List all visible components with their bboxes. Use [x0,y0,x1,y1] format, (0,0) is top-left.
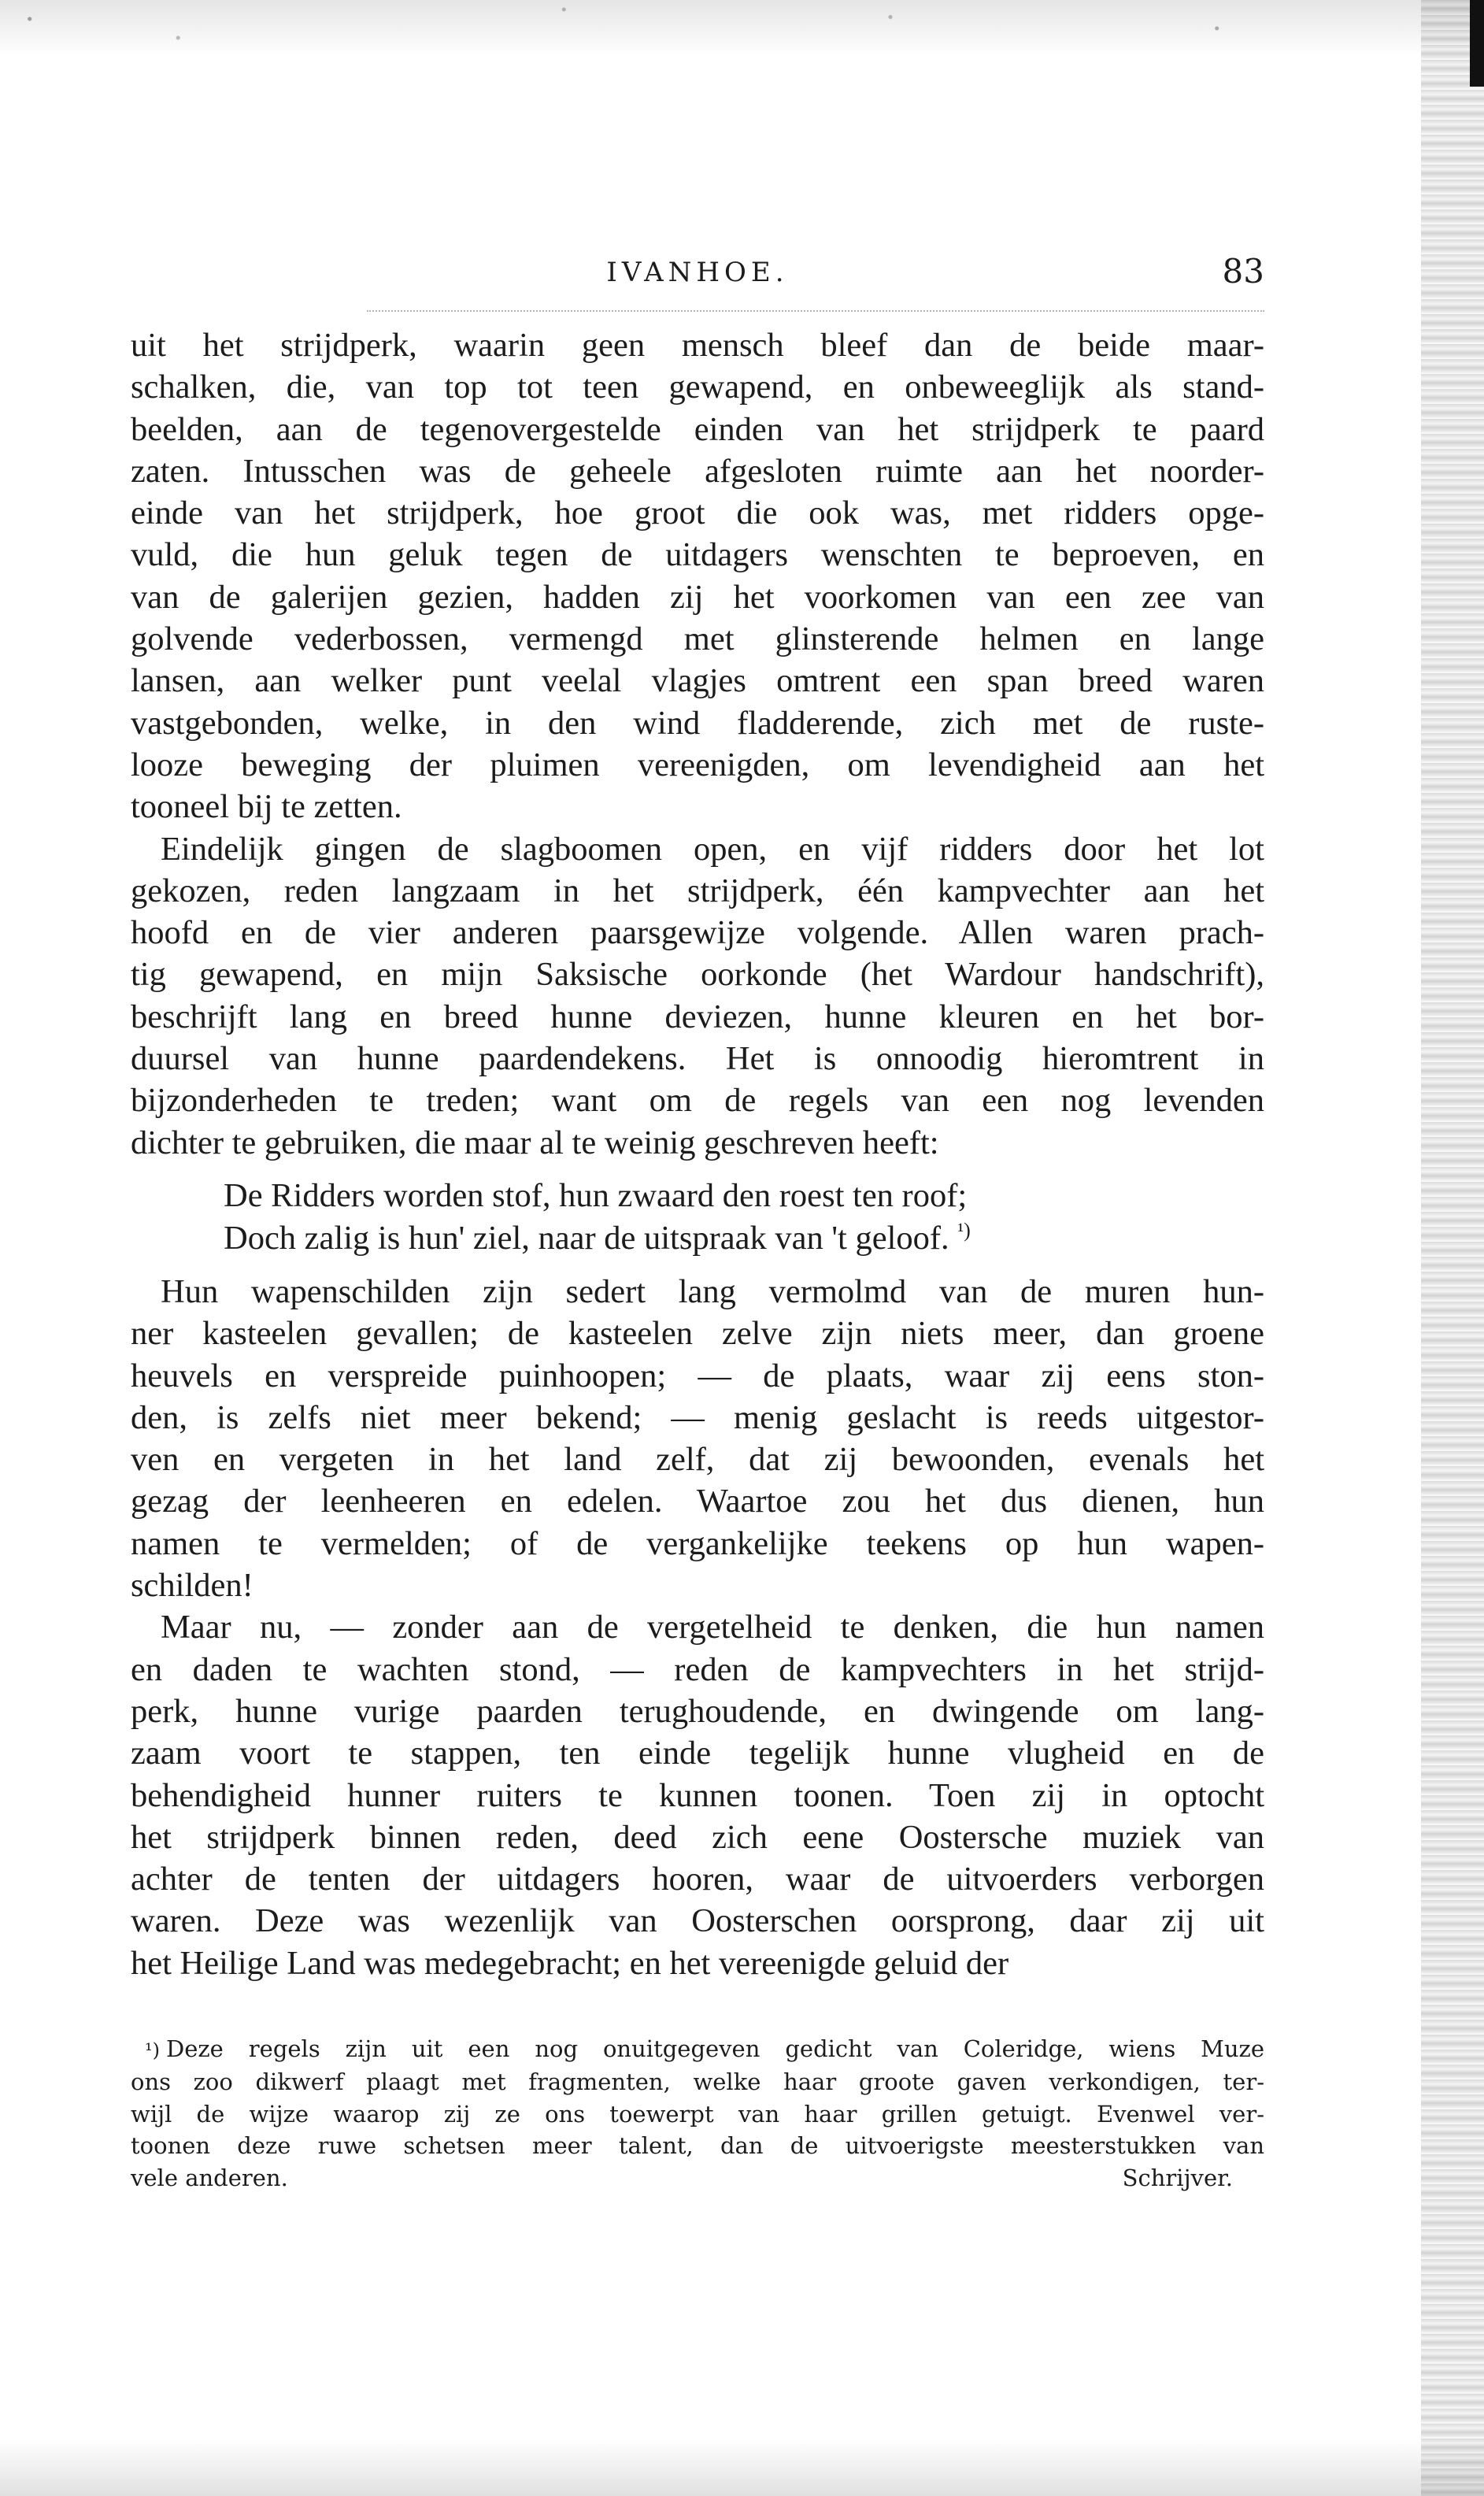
page-number: 83 [1222,252,1264,291]
paragraphs-before-poem [131,324,1264,1164]
text-line: het Heilige Land was medegebracht; en het vereenigde geluid der [131,1944,1009,1982]
body-text-continued [131,1271,1264,1984]
scan-edge-top [0,0,1484,94]
text-line: bijzonderheden te treden; want om de regels van een nog levenden [131,1082,1264,1120]
poem-line-text: Doch zalig is hun' ziel, naar de uitspraak van 't geloof. [224,1219,949,1257]
text-line: schilden! [131,1567,254,1605]
text-line: van de galerijen gezien, hadden zij het voorkomen van een zee van [131,578,1264,616]
text-line: gezag der leenheeren en edelen. Waartoe zou het dus dienen, hun [131,1483,1264,1520]
footnote-line [131,2033,1264,2067]
footnote-line: ons zoo dikwerf plaagt met fragmenten, welke haar groote gaven verkondigen, ter- [131,2068,1264,2096]
paragraph [131,1606,1264,1984]
footnote-line: wijl de wijze waarop zij ze ons toewerpt van haar grillen getuigt. Evenwel ver- [131,2100,1264,2128]
text-line: waren. Deze was wezenlijk van Oosterschen oorsprong, daar zij uit [131,1902,1264,1940]
text-line: achter de tenten der uitdagers hooren, waar de uitvoerders verborgen [131,1861,1264,1898]
header-rule [367,310,1264,312]
running-head [131,250,1264,306]
text-line: vuld, die hun geluk tegen de uitdagers wenschten te beproeven, en [131,536,1264,574]
paragraphs-after-poem [131,1271,1264,1984]
scan-edge-corner [1470,0,1484,87]
text-line: duursel van hunne paardendekens. Het is onnoodig hieromtrent in [131,1040,1264,1078]
text-line: Maar nu, — zonder aan de vergetelheid te denken, die hun namen [161,1609,1264,1646]
paragraph [131,828,1264,1164]
text-line: einde van het strijdperk, hoe groot die ook was, met ridders opge- [131,494,1264,532]
poem-line [224,1175,1264,1217]
paragraph [131,324,1264,828]
text-line: lansen, aan welker punt veelal vlagjes omtrent een span breed waren [131,662,1264,700]
text-line: behendigheid hunner ruiters te kunnen toonen. Toen zij in optocht [131,1776,1264,1814]
text-line: het strijdperk binnen reden, deed zich eene Oostersche muziek van [131,1818,1264,1856]
text-line: ner kasteelen gevallen; de kasteelen zelve zijn niets meer, dan groene [131,1315,1264,1353]
text-line: schalken, die, van top tot teen gewapend, en onbeweeglijk als stand- [131,368,1264,406]
text-line: Hun wapenschilden zijn sedert lang vermolmd van de muren hun- [161,1272,1264,1310]
footnote-line: vele anderen. [131,2164,288,2191]
text-line: golvende vederbossen, vermengd met glinsterende helmen en lange [131,620,1264,658]
scan-edge-right [1421,0,1484,2496]
text-line: ven en vergeten in het land zelf, dat zij bewoonden, evenals het [131,1441,1264,1479]
poem-line [224,1217,1264,1260]
text-line: beschrijft lang en breed hunne deviezen, hunne kleuren en het bor- [131,998,1264,1035]
text-line: gekozen, reden langzaam in het strijdperk, één kampvechter aan het [131,872,1264,909]
text-line: beelden, aan de tegenovergestelde einden van het strijdperk te paard [131,410,1264,448]
text-line: tooneel bij te zetten. [131,788,402,826]
footnote-reference: ¹) [957,1218,971,1242]
paragraph [131,1271,1264,1606]
scan-edge-bottom [0,2425,1484,2496]
poem-line-text: De Ridders worden stof, hun zwaard den roest ten roof; [224,1176,968,1214]
footnote-line: toonen deze ruwe schetsen meer talent, dan de uitvoerigste meesterstukken van [131,2132,1264,2160]
text-line: dichter te gebruiken, die maar al te weinig geschreven heeft: [131,1124,939,1161]
text-line: looze beweging der pluimen vereenigden, om levendigheid aan het [131,746,1264,783]
text-line: tig gewapend, en mijn Saksische oorkonde (het Wardour handschrift), [131,956,1264,994]
text-line: zaam voort te stappen, ten einde tegelijk hunne vlugheid en de [131,1735,1264,1772]
text-line: hoofd en de vier anderen paarsgewijze volgende. Allen waren prach- [131,914,1264,952]
text-line: den, is zelfs niet meer bekend; — menig geslacht is reeds uitgestor- [131,1398,1264,1436]
poem-quote [224,1175,1264,1260]
footnote-last-row [131,2162,1264,2194]
book-page [131,250,1264,2194]
text-line: vastgebonden, welke, in den wind fladderende, zich met de ruste- [131,704,1264,742]
footnote-signature: Schrijver. [1122,2164,1233,2191]
footnote-mark: ¹) [145,2039,160,2061]
text-line: Eindelijk gingen de slagboomen open, en vijf ridders door het lot [161,830,1264,868]
text-line: uit het strijdperk, waarin geen mensch bleef dan de beide maar- [131,327,1264,364]
body-text [131,324,1264,1164]
text-line: heuvels en verspreide puinhoopen; — de plaats, waar zij eens ston- [131,1357,1264,1394]
text-line: en daden te wachten stond, — reden de kampvechters in het strijd- [131,1650,1264,1688]
text-line: perk, hunne vurige paarden terughoudende, en dwingende om lang- [131,1692,1264,1730]
text-line: namen te vermelden; of de vergankelijke teekens op hun wapen- [131,1524,1264,1562]
text-line: zaten. Intusschen was de geheele afgesloten ruimte aan het noorder- [131,452,1264,490]
footnote [131,2033,1264,2194]
footnote-line-text: Deze regels zijn uit een nog onuitgegeven gedicht van Coleridge, wiens Muze [165,2035,1264,2062]
running-title: IVANHOE. [606,257,789,288]
